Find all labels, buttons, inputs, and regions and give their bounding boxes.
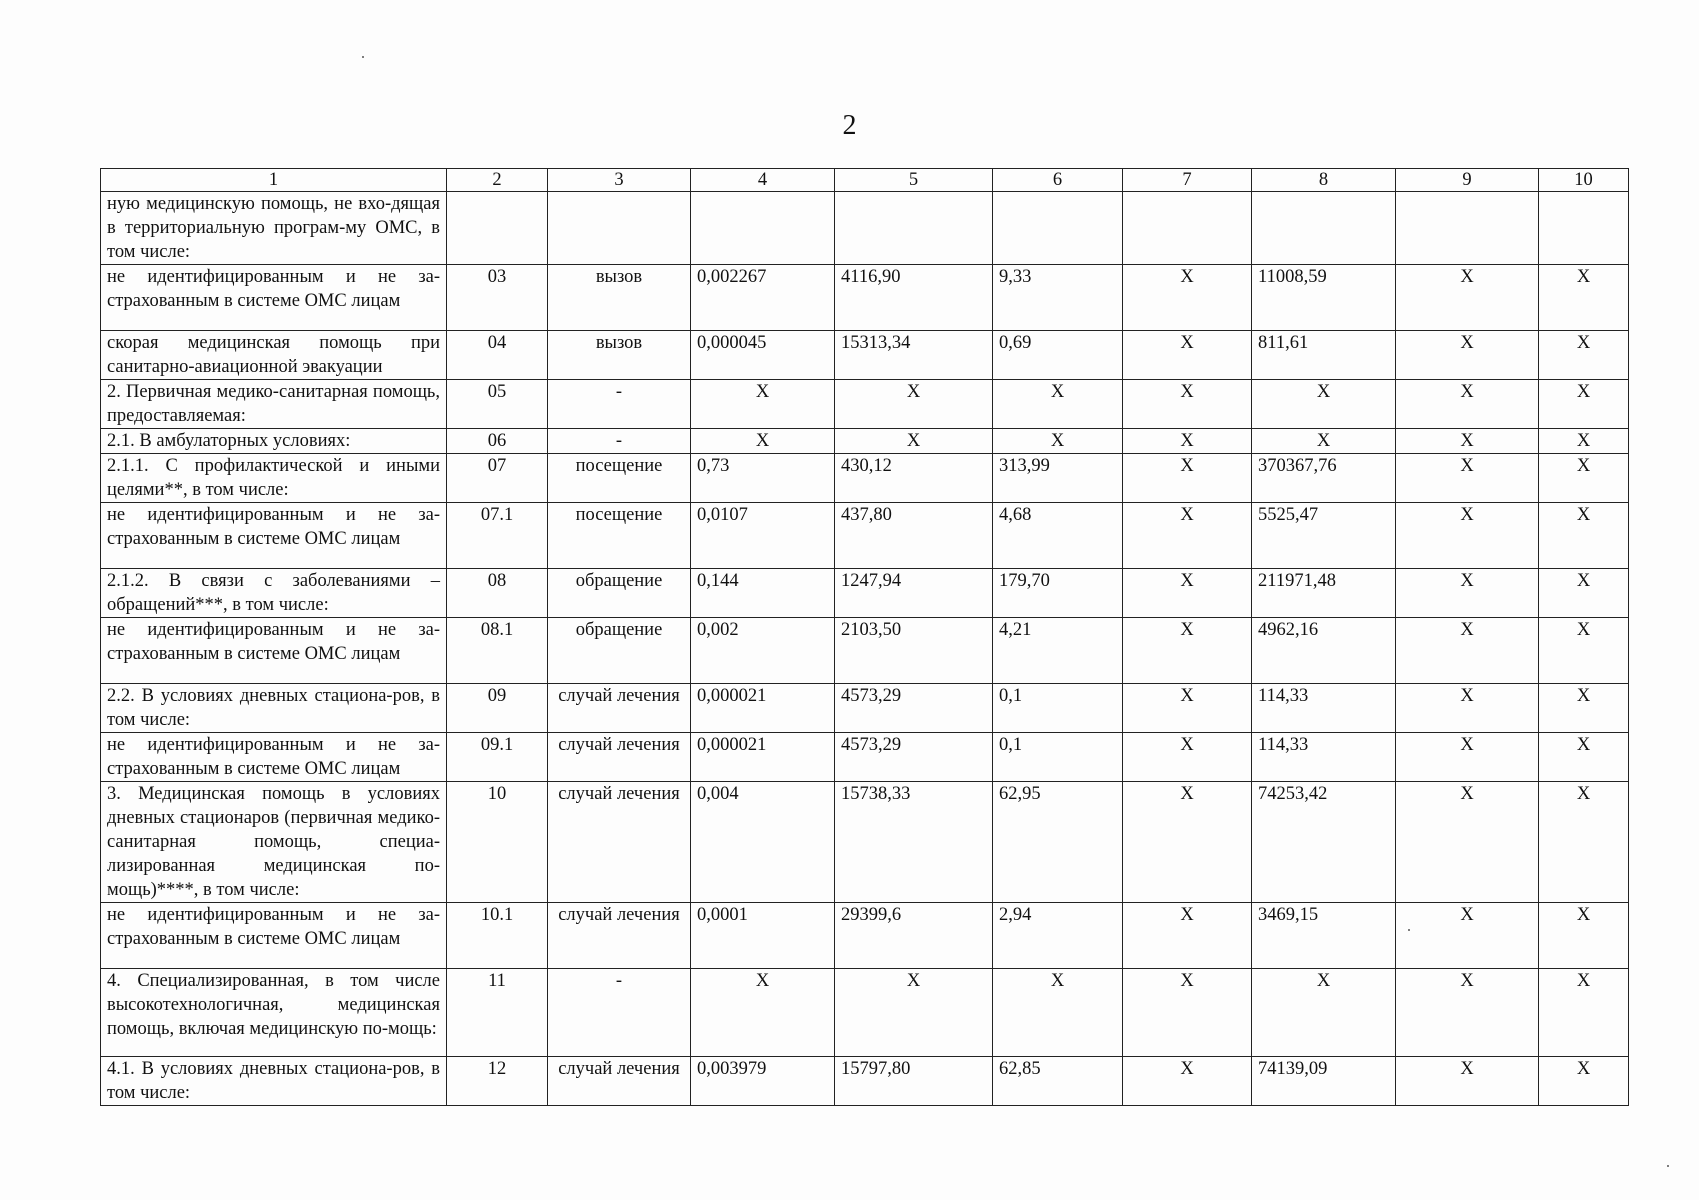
value-col-6: 0,69 [993,331,1123,380]
column-number-7: 7 [1123,169,1252,192]
value-col-10: Х [1539,265,1629,331]
value-col-6: Х [993,380,1123,429]
column-number-6: 6 [993,169,1123,192]
value-col-7: Х [1123,569,1252,618]
value-col-9: Х [1396,684,1539,733]
row-label: не идентифицированным и не за-страхованным в системе ОМС лицам [101,733,447,782]
table-row [101,569,1629,618]
row-label: 2.1. В амбулаторных условиях: [101,429,447,454]
value-col-5: Х [835,969,993,1057]
row-code [447,192,548,265]
value-col-4: 0,002267 [691,265,835,331]
value-col-10 [1539,192,1629,265]
value-col-4: 0,000045 [691,331,835,380]
row-label: не идентифицированным и не за-страхованным в системе ОМС лицам [101,503,447,569]
value-col-5: 15313,34 [835,331,993,380]
value-col-9: Х [1396,618,1539,684]
value-col-9 [1396,192,1539,265]
value-col-8: 74139,09 [1252,1057,1396,1106]
value-col-7: Х [1123,903,1252,969]
table-row [101,429,1629,454]
value-col-10: Х [1539,733,1629,782]
value-col-8: Х [1252,380,1396,429]
unit-of-measure: - [548,429,691,454]
value-col-5: Х [835,429,993,454]
value-col-10: Х [1539,782,1629,903]
value-col-10: Х [1539,903,1629,969]
value-col-8: 5525,47 [1252,503,1396,569]
value-col-6: 62,85 [993,1057,1123,1106]
value-col-6: Х [993,969,1123,1057]
value-col-8: 3469,15 [1252,903,1396,969]
value-col-8: 4962,16 [1252,618,1396,684]
row-label: 2.2. В условиях дневных стациона-ров, в том числе: [101,684,447,733]
value-col-7 [1123,192,1252,265]
unit-of-measure: случай лечения [548,903,691,969]
column-number-3: 3 [548,169,691,192]
unit-of-measure [548,192,691,265]
row-code: 10 [447,782,548,903]
table-row [101,733,1629,782]
row-label: не идентифицированным и не за-страхованным в системе ОМС лицам [101,903,447,969]
value-col-6: 9,33 [993,265,1123,331]
unit-of-measure: посещение [548,454,691,503]
row-label: 2.1.1. С профилактической и иными целями**, в том числе: [101,454,447,503]
row-code: 03 [447,265,548,331]
value-col-8: 211971,48 [1252,569,1396,618]
table-row [101,454,1629,503]
table-row [101,782,1629,903]
table-row [101,503,1629,569]
row-label: 2.1.2. В связи с заболеваниями – обращений***, в том числе: [101,569,447,618]
column-number-row [101,169,1629,192]
table-row [101,618,1629,684]
unit-of-measure: случай лечения [548,1057,691,1106]
row-code: 04 [447,331,548,380]
column-number-4: 4 [691,169,835,192]
value-col-5 [835,192,993,265]
value-col-10: Х [1539,684,1629,733]
value-col-6: 313,99 [993,454,1123,503]
value-col-7: Х [1123,969,1252,1057]
value-col-4: Х [691,969,835,1057]
column-number-8: 8 [1252,169,1396,192]
row-code: 11 [447,969,548,1057]
value-col-7: Х [1123,733,1252,782]
value-col-9: Х [1396,969,1539,1057]
value-col-9: Х [1396,503,1539,569]
unit-of-measure: вызов [548,331,691,380]
value-col-8: 114,33 [1252,684,1396,733]
value-col-7: Х [1123,503,1252,569]
unit-of-measure: - [548,969,691,1057]
value-col-10: Х [1539,969,1629,1057]
scan-speck [362,56,364,58]
value-col-6: 4,68 [993,503,1123,569]
table-body [101,192,1629,1106]
value-col-5: 4573,29 [835,684,993,733]
value-col-10: Х [1539,503,1629,569]
table-row [101,903,1629,969]
value-col-7: Х [1123,618,1252,684]
unit-of-measure: вызов [548,265,691,331]
value-col-9: Х [1396,429,1539,454]
value-col-10: Х [1539,380,1629,429]
value-col-9: Х [1396,380,1539,429]
value-col-8: Х [1252,429,1396,454]
column-number-5: 5 [835,169,993,192]
value-col-9: Х [1396,569,1539,618]
scan-speck [1667,1165,1669,1167]
column-number-2: 2 [447,169,548,192]
value-col-4: 0,0001 [691,903,835,969]
row-label: 4. Специализированная, в том числе высокотехнологичная, медицинская помощь, включая медицинскую по-мощь: [101,969,447,1057]
value-col-4: 0,000021 [691,733,835,782]
unit-of-measure: посещение [548,503,691,569]
value-col-5: 15738,33 [835,782,993,903]
value-col-4: Х [691,380,835,429]
value-col-10: Х [1539,429,1629,454]
row-label: ную медицинскую помощь, не вхо-дящая в территориальную програм-му ОМС, в том числе: [101,192,447,265]
table-row [101,380,1629,429]
table-row [101,331,1629,380]
value-col-6: 2,94 [993,903,1123,969]
value-col-7: Х [1123,684,1252,733]
value-col-7: Х [1123,429,1252,454]
value-col-5: 29399,6 [835,903,993,969]
row-code: 06 [447,429,548,454]
row-code: 12 [447,1057,548,1106]
value-col-4: 0,003979 [691,1057,835,1106]
value-col-5: 437,80 [835,503,993,569]
value-col-6: Х [993,429,1123,454]
column-number-10: 10 [1539,169,1629,192]
unit-of-measure: случай лечения [548,684,691,733]
row-label: 3. Медицинская помощь в условиях дневных стационаров (первичная медико-санитарная помощь, специа-лизированная медицинская по-мощь)****, в том числе: [101,782,447,903]
value-col-4: 0,000021 [691,684,835,733]
value-col-8: 370367,76 [1252,454,1396,503]
table-row [101,192,1629,265]
value-col-5: 1247,94 [835,569,993,618]
table-row [101,969,1629,1057]
value-col-4: 0,004 [691,782,835,903]
row-code: 09.1 [447,733,548,782]
value-col-4: Х [691,429,835,454]
row-code: 08 [447,569,548,618]
value-col-6: 0,1 [993,684,1123,733]
value-col-6: 62,95 [993,782,1123,903]
value-col-9: Х [1396,733,1539,782]
row-code: 08.1 [447,618,548,684]
value-col-7: Х [1123,380,1252,429]
row-code: 09 [447,684,548,733]
value-col-10: Х [1539,1057,1629,1106]
table-row [101,265,1629,331]
value-col-5: Х [835,380,993,429]
value-col-9: Х [1396,265,1539,331]
unit-of-measure: обращение [548,618,691,684]
value-col-9: Х [1396,782,1539,903]
value-col-4: 0,0107 [691,503,835,569]
value-col-10: Х [1539,618,1629,684]
value-col-8: 114,33 [1252,733,1396,782]
value-col-10: Х [1539,454,1629,503]
value-col-4 [691,192,835,265]
value-col-10: Х [1539,569,1629,618]
value-col-7: Х [1123,265,1252,331]
value-col-4: 0,144 [691,569,835,618]
value-col-9: Х [1396,1057,1539,1106]
unit-of-measure: - [548,380,691,429]
table-row [101,1057,1629,1106]
value-col-8: 74253,42 [1252,782,1396,903]
unit-of-measure: случай лечения [548,782,691,903]
unit-of-measure: случай лечения [548,733,691,782]
value-col-5: 15797,80 [835,1057,993,1106]
value-col-5: 430,12 [835,454,993,503]
row-label: 4.1. В условиях дневных стациона-ров, в том числе: [101,1057,447,1106]
column-number-9: 9 [1396,169,1539,192]
column-number-1: 1 [101,169,447,192]
row-label: не идентифицированным и не за-страхованным в системе ОМС лицам [101,265,447,331]
value-col-8 [1252,192,1396,265]
value-col-8: Х [1252,969,1396,1057]
value-col-6: 179,70 [993,569,1123,618]
value-col-9: Х [1396,331,1539,380]
value-col-6: 4,21 [993,618,1123,684]
row-code: 05 [447,380,548,429]
value-col-5: 2103,50 [835,618,993,684]
row-code: 07.1 [447,503,548,569]
value-col-5: 4116,90 [835,265,993,331]
value-col-4: 0,002 [691,618,835,684]
value-col-10: Х [1539,331,1629,380]
value-col-7: Х [1123,782,1252,903]
unit-of-measure: обращение [548,569,691,618]
value-col-9: Х [1396,903,1539,969]
table-row [101,684,1629,733]
row-code: 07 [447,454,548,503]
data-table [100,168,1629,1106]
value-col-6 [993,192,1123,265]
value-col-6: 0,1 [993,733,1123,782]
page-number: 2 [842,110,857,141]
row-code: 10.1 [447,903,548,969]
value-col-8: 811,61 [1252,331,1396,380]
value-col-9: Х [1396,454,1539,503]
value-col-7: Х [1123,331,1252,380]
value-col-5: 4573,29 [835,733,993,782]
value-col-7: Х [1123,454,1252,503]
row-label: не идентифицированным и не за-страхованным в системе ОМС лицам [101,618,447,684]
value-col-8: 11008,59 [1252,265,1396,331]
value-col-7: Х [1123,1057,1252,1106]
row-label: 2. Первичная медико-санитарная помощь, предоставляемая: [101,380,447,429]
row-label: скорая медицинская помощь при санитарно-авиационной эвакуации [101,331,447,380]
value-col-4: 0,73 [691,454,835,503]
